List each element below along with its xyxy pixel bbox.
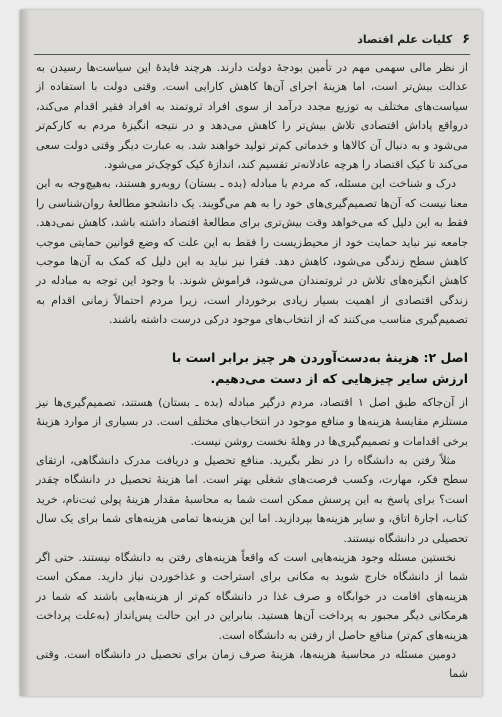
paragraph: درک و شناخت این مسئله، که مردم با مبادله (بده ـ بستان) روبه‌رو هستند، به‌هیچ‌وجه به این معنا نیست که آن‌ها تصمیم‌گیری‌های خود را به هم می‌گویند. یک دانشجو مطالعهٔ روان‌شناسی را فقط به این دلیل که می‌خواهد وقت بیش‌تری برای مطالعهٔ اقتصاد داشته باشد، کاهش نمی‌دهد. جامعه نیز نباید حمایت خود از محیط‌زیست را فقط به این علت که وضع قوانین حمایتی موجب کاهش سطح زندگی می‌شود، کاهش دهد. فقرا نیز نباید به این دلیل که کمک به آن‌ها موجب کاهش انگیزه‌های تلاش در ثروتمندان می‌شود، فراموش شوند. با وجود این توجه به مبادله در زندگی اقتصادی از اهمیت بسیار زیادی برخوردار است، زیرا مردم احتمالاً زمانی اقدام به تصمیم‌گیری مناسب می‌کنند که از انتخاب‌های موجود درکی درست داشته باشند. — [36, 177, 468, 327]
paragraph: از نظر مالی سهمی مهم در تأمین بودجهٔ دولت دارند. هرچند فایدهٔ این سیاست‌ها رسیدن به عدالت بیش‌تر است، اما هزینهٔ اجرای آن‌ها کاهش کارایی است. وقتی دولت با استفاده از سیاست‌های مختلف به توزیع مجدد درآمد از سوی افراد ثروتمند به افراد فقیر اقدام می‌کند، درواقع پاداش اقتصادی تلاش بیش‌تر را کاهش می‌دهد و در نتیجه انگیزهٔ مردم به کارکم‌تر می‌شود و به دنبال آن کالاها و خدماتی کم‌تر تولید خواهند شد. به عبارت دیگر وقتی دولت سعی می‌کند تا کیک اقتصاد را هرچه عادلانه‌تر تقسیم کند، اندازهٔ کیک کوچک‌تر می‌شود. — [36, 61, 468, 172]
paragraph: مثلاً رفتن به دانشگاه را در نظر بگیرید. منافع تحصیل و دریافت مدرک دانشگاهی، ارتقای سطح فکر، مهارت، وکسب فرصت‌های شغلی بهتر است. اما هزینهٔ تحصیل در دانشگاه چقدر است؟ برای پاسخ به این پرسش ممکن است شما به محاسبهٔ مقدار هزینهٔ پولی ثبت‌نام، خرید کتاب، اجارهٔ اتاق، و سایر هزینه‌ها بپردازید. اما این هزینه‌ها تمامی هزینه‌های شما برای یک سال تحصیلی در دانشگاه نیستند. — [36, 453, 468, 545]
spacer — [36, 330, 468, 347]
section-heading-line: اصل ۲: هزینهٔ به‌دست‌آوردن هر چیز برابر است با — [171, 349, 468, 365]
running-header — [34, 32, 470, 55]
paragraph: از آن‌جاکه طبق اصل ۱ اقتصاد، مردم درگیر مبادله (بده ـ بستان) هستند، تصمیم‌گیری‌ها نیز مستلزم مقایسهٔ هزینه‌ها و منافع موجود در انتخاب‌های مختلف است. در بسیاری از موارد هزینهٔ برخی اقدامات و تصمیم‌گیری‌ها در وهلهٔ نخست روشن نیست. — [36, 395, 468, 448]
page-body — [36, 58, 468, 686]
paragraph: دومین مسئله در محاسبهٔ هزینه‌ها، هزینهٔ صرف زمان برای تحصیل در دانشگاه است. وقتی شما — [36, 647, 468, 681]
book-page — [20, 10, 482, 696]
section-heading-line: ارزش سایر چیزهایی که از دست می‌دهیم. — [210, 370, 468, 386]
page-number: ۶ — [462, 32, 470, 47]
page-gutter-shadow — [20, 10, 30, 696]
section-heading — [36, 347, 468, 389]
paragraph: نخستین مسئله وجود هزینه‌هایی است که واقعاً هزینه‌های رفتن به دانشگاه نیستند. حتی اگر شما از دانشگاه خارج شوید به مکانی برای استراحت و غذاخوردن نیاز دارید. ممکن است هزینه‌های اقامت در خوابگاه و صرف غذا در دانشگاه کم‌تر از هزینه‌هایی باشند که شما در هرمکانی دیگر مجبور به پرداخت آن‌ها هستید. بنابراین در این حالت پس‌انداز (به‌علت پرداخت هزینه‌های کم‌تر) منافع حاصل از رفتن به دانشگاه است. — [36, 550, 468, 642]
chapter-title: کلیات علم اقتصاد — [357, 33, 453, 46]
